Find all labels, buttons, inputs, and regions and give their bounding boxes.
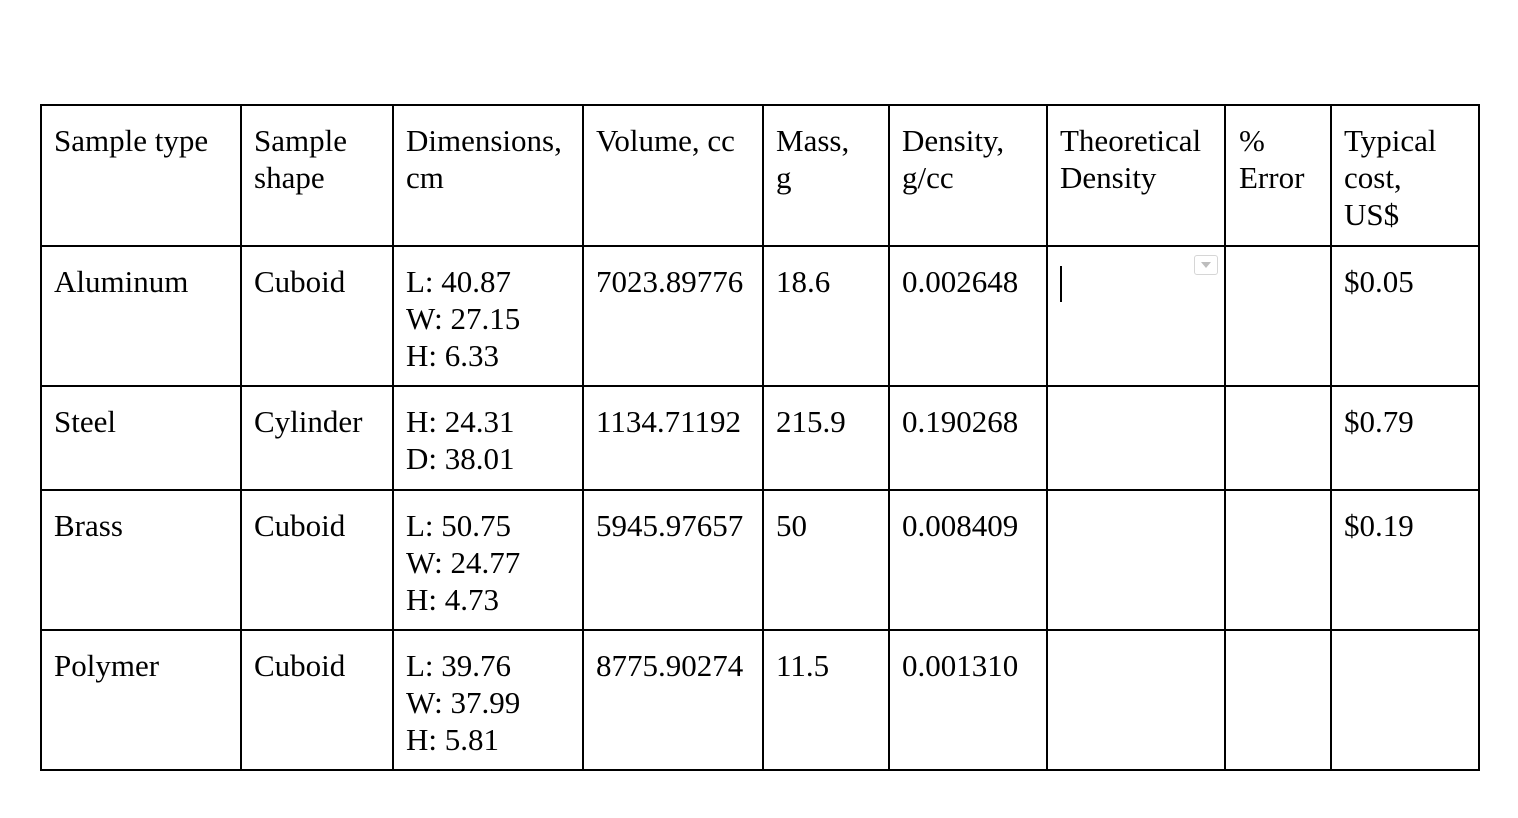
cell-density[interactable]: 0.008409 <box>889 490 1047 630</box>
cell-sample-type[interactable]: Polymer <box>41 630 241 770</box>
cell-sample-shape[interactable]: Cylinder <box>241 386 393 490</box>
cell-dimensions[interactable] <box>393 490 583 630</box>
cell-sample-type[interactable]: Aluminum <box>41 246 241 386</box>
dimension-line: D: 38.01 <box>406 441 515 476</box>
header-line: US$ <box>1344 197 1400 232</box>
cell-theoretical-density[interactable] <box>1047 386 1225 490</box>
cell-percent-error[interactable] <box>1225 246 1331 386</box>
cell-volume[interactable]: 1134.71192 <box>583 386 763 490</box>
header-line: Theoretical <box>1060 123 1202 158</box>
cell-sample-type[interactable]: Brass <box>41 490 241 630</box>
text-cursor <box>1060 266 1062 302</box>
cell-mass[interactable]: 11.5 <box>763 630 889 770</box>
cell-density[interactable]: 0.002648 <box>889 246 1047 386</box>
cell-percent-error[interactable] <box>1225 490 1331 630</box>
cell-percent-error[interactable] <box>1225 386 1331 490</box>
dimension-line: L: 50.75 <box>406 508 512 543</box>
sample-density-table <box>40 104 1480 771</box>
dimension-line: W: 27.15 <box>406 301 521 336</box>
dimension-line: L: 39.76 <box>406 648 512 683</box>
header-line: Sample type <box>54 123 209 158</box>
header-typical-cost[interactable] <box>1331 105 1479 246</box>
table-row-aluminum <box>41 246 1479 386</box>
cell-sample-shape[interactable]: Cuboid <box>241 630 393 770</box>
cell-typical-cost[interactable]: $0.05 <box>1331 246 1479 386</box>
dimension-line: W: 37.99 <box>406 685 521 720</box>
document-table-container <box>40 104 1480 771</box>
cell-theoretical-density-active[interactable] <box>1047 246 1225 386</box>
table-header-row <box>41 105 1479 246</box>
header-dimensions[interactable] <box>393 105 583 246</box>
cell-theoretical-density[interactable] <box>1047 490 1225 630</box>
dimension-line: H: 5.81 <box>406 722 499 757</box>
dimension-line: H: 24.31 <box>406 404 515 439</box>
cell-theoretical-density[interactable] <box>1047 630 1225 770</box>
header-line: Typical <box>1344 123 1437 158</box>
cell-percent-error[interactable] <box>1225 630 1331 770</box>
dimension-line: L: 40.87 <box>406 264 512 299</box>
cell-mass[interactable]: 215.9 <box>763 386 889 490</box>
cell-typical-cost[interactable]: $0.19 <box>1331 490 1479 630</box>
cell-density[interactable]: 0.001310 <box>889 630 1047 770</box>
cell-sample-shape[interactable]: Cuboid <box>241 490 393 630</box>
header-density[interactable] <box>889 105 1047 246</box>
header-percent-error[interactable] <box>1225 105 1331 246</box>
header-line: g <box>776 160 792 195</box>
header-line: shape <box>254 160 325 195</box>
header-line: Sample <box>254 123 347 158</box>
header-sample-shape[interactable] <box>241 105 393 246</box>
cell-dimensions[interactable] <box>393 630 583 770</box>
header-line: Mass, <box>776 123 850 158</box>
header-volume[interactable] <box>583 105 763 246</box>
dimension-line: H: 4.73 <box>406 582 499 617</box>
cell-volume[interactable]: 7023.89776 <box>583 246 763 386</box>
dropdown-arrow-icon[interactable] <box>1194 255 1218 275</box>
cell-sample-shape[interactable]: Cuboid <box>241 246 393 386</box>
cell-typical-cost[interactable] <box>1331 630 1479 770</box>
cell-mass[interactable]: 18.6 <box>763 246 889 386</box>
header-line: Volume, cc <box>596 123 735 158</box>
header-line: Density, <box>902 123 1005 158</box>
header-sample-type[interactable] <box>41 105 241 246</box>
cell-volume[interactable]: 8775.90274 <box>583 630 763 770</box>
header-mass[interactable] <box>763 105 889 246</box>
cell-typical-cost[interactable]: $0.79 <box>1331 386 1479 490</box>
header-line: Dimensions, <box>406 123 562 158</box>
header-line: % <box>1239 123 1265 158</box>
cell-sample-type[interactable]: Steel <box>41 386 241 490</box>
table-row-brass <box>41 490 1479 630</box>
dimension-line: W: 24.77 <box>406 545 521 580</box>
cell-dimensions[interactable] <box>393 246 583 386</box>
header-line: Error <box>1239 160 1305 195</box>
header-line: g/cc <box>902 160 954 195</box>
table-row-steel <box>41 386 1479 490</box>
header-theoretical-density[interactable] <box>1047 105 1225 246</box>
dimension-line: H: 6.33 <box>406 338 499 373</box>
header-line: cm <box>406 160 444 195</box>
cell-density[interactable]: 0.190268 <box>889 386 1047 490</box>
header-line: Density <box>1060 160 1157 195</box>
header-line: cost, <box>1344 160 1402 195</box>
cell-dimensions[interactable] <box>393 386 583 490</box>
cell-volume[interactable]: 5945.97657 <box>583 490 763 630</box>
table-row-polymer <box>41 630 1479 770</box>
cell-mass[interactable]: 50 <box>763 490 889 630</box>
